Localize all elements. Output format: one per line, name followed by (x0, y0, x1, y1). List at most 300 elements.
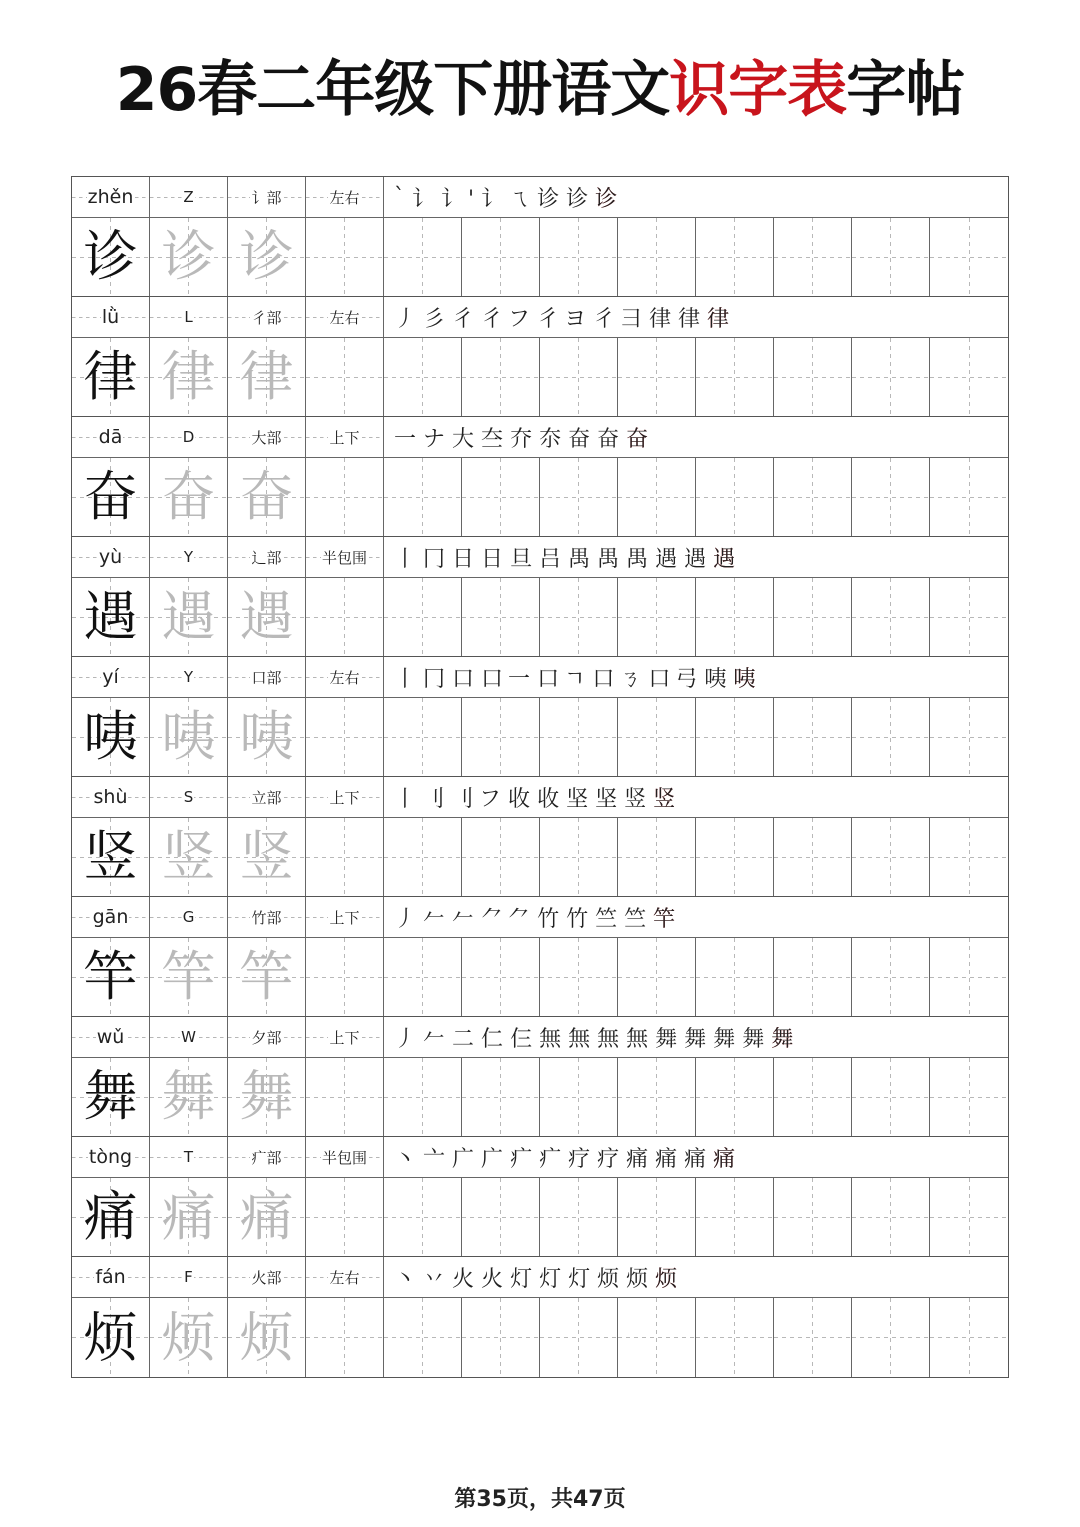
stroke-step: 丿 (394, 1026, 422, 1052)
practice-cell[interactable] (774, 698, 852, 776)
stroke-step: 丷 (423, 1266, 451, 1292)
model-char-cell (72, 1178, 150, 1256)
practice-cell[interactable] (618, 1178, 696, 1256)
stroke-step: 灯 (568, 1266, 596, 1292)
practice-cell[interactable] (384, 578, 462, 656)
stroke-step: 日 (481, 546, 509, 572)
stroke-step: 彳 (452, 306, 480, 332)
model-char-cell (150, 338, 228, 416)
stroke-step: 舞 (742, 1026, 770, 1052)
stroke-step: 收 (508, 786, 536, 812)
model-character: 奋 (83, 465, 138, 528)
practice-cell[interactable] (930, 578, 1008, 656)
stroke-step: 口一 (481, 666, 536, 692)
practice-cell[interactable] (618, 698, 696, 776)
pinyin-cell (72, 177, 150, 217)
stroke-step: 奋 (568, 426, 596, 452)
practice-cell[interactable] (696, 218, 774, 296)
practice-cell[interactable] (852, 458, 930, 536)
practice-cell[interactable] (462, 1298, 540, 1377)
radical-cell (228, 537, 306, 577)
stroke-order (384, 297, 1008, 337)
initial-cell (150, 897, 228, 937)
writing-row (72, 458, 1008, 537)
practice-cell[interactable] (306, 818, 384, 896)
model-char-cell (72, 1298, 150, 1377)
title-part-3: 字帖 (846, 55, 965, 125)
stroke-step: 夵 (539, 426, 567, 452)
stroke-step: 舞 (713, 1026, 741, 1052)
pinyin-cell (72, 777, 150, 817)
info-row (72, 177, 1008, 218)
model-character: 诊 (83, 225, 138, 288)
model-char-cell (72, 938, 150, 1016)
title-highlight: 识字表 (669, 55, 847, 125)
practice-cell[interactable] (696, 1178, 774, 1256)
structure-cell (306, 1017, 384, 1057)
stroke-step: 𠂉 (423, 906, 451, 932)
trace-character: 遇 (161, 585, 216, 648)
pinyin-cell-text: zhěn (87, 186, 134, 208)
radical-cell-text: 辶部 (251, 548, 282, 567)
practice-cell[interactable] (306, 578, 384, 656)
model-char-cell (228, 578, 306, 656)
practice-cell[interactable] (462, 218, 540, 296)
stroke-step: ⺈⺈ (481, 906, 536, 932)
stroke-step: 冂 (423, 666, 451, 692)
stroke-step: 律 (649, 306, 677, 332)
writing-row (72, 818, 1008, 897)
radical-cell (228, 657, 306, 697)
character-entry (72, 777, 1008, 897)
practice-cell[interactable] (618, 578, 696, 656)
initial-cell-text: L (184, 308, 193, 326)
initial-cell-text: Y (183, 668, 194, 686)
practice-cell[interactable] (462, 698, 540, 776)
page-title (0, 48, 1080, 132)
practice-cell[interactable] (696, 818, 774, 896)
practice-cell[interactable] (540, 338, 618, 416)
stroke-step: 竺 (624, 906, 652, 932)
structure-cell (306, 297, 384, 337)
practice-cell[interactable] (930, 338, 1008, 416)
writing-row (72, 578, 1008, 657)
trace-character: 遇 (239, 585, 294, 648)
stroke-step: 竖 (653, 786, 681, 812)
practice-cell[interactable] (384, 698, 462, 776)
stroke-step: 灯 (510, 1266, 538, 1292)
practice-cell[interactable] (462, 458, 540, 536)
character-entry (72, 1137, 1008, 1257)
radical-cell-text: 讠部 (251, 188, 282, 207)
practice-cell[interactable] (774, 818, 852, 896)
practice-cell[interactable] (306, 938, 384, 1016)
practice-cell[interactable] (930, 698, 1008, 776)
pinyin-cell-text: tòng (88, 1146, 133, 1168)
practice-cell[interactable] (852, 1058, 930, 1136)
character-entry (72, 1257, 1008, 1377)
practice-cell[interactable] (696, 1298, 774, 1377)
practice-cell[interactable] (774, 218, 852, 296)
model-char-cell (150, 458, 228, 536)
initial-cell (150, 1257, 228, 1297)
stroke-step: 舞 (655, 1026, 683, 1052)
structure-cell-text: 上下 (329, 428, 360, 447)
structure-cell-text: 上下 (329, 788, 360, 807)
stroke-step: 夰 (510, 426, 538, 452)
practice-cell[interactable] (774, 458, 852, 536)
practice-cell[interactable] (384, 1178, 462, 1256)
trace-character: 痛 (239, 1185, 294, 1248)
practice-sheet (71, 176, 1009, 1378)
stroke-step: 竖 (624, 786, 652, 812)
trace-character: 奋 (239, 465, 294, 528)
initial-cell (150, 297, 228, 337)
model-char-cell (228, 338, 306, 416)
stroke-step: 火 (481, 1266, 509, 1292)
practice-cell[interactable] (852, 218, 930, 296)
model-character: 律 (83, 345, 138, 408)
stroke-step: 一 (394, 426, 422, 452)
practice-cell[interactable] (930, 1178, 1008, 1256)
radical-cell-text: 大部 (251, 428, 282, 447)
practice-cell[interactable] (462, 338, 540, 416)
radical-cell (228, 897, 306, 937)
pinyin-cell-text: fán (95, 1266, 126, 1288)
stroke-step: 疗 (597, 1146, 625, 1172)
stroke-step: 禺 (597, 546, 625, 572)
trace-character: 痛 (161, 1185, 216, 1248)
model-char-cell (72, 578, 150, 656)
initial-cell-text: S (183, 788, 194, 806)
info-row (72, 657, 1008, 698)
stroke-step: 诊 (537, 186, 565, 212)
stroke-step: 舞 (771, 1026, 799, 1052)
initial-cell (150, 1137, 228, 1177)
model-character: 烦 (83, 1305, 138, 1369)
model-character: 遇 (83, 585, 138, 648)
practice-cell[interactable] (540, 938, 618, 1016)
stroke-step: 禺 (568, 546, 596, 572)
stroke-step: 吕 (539, 546, 567, 572)
initial-cell-text: G (182, 908, 195, 926)
practice-cell[interactable] (540, 698, 618, 776)
info-row (72, 297, 1008, 338)
practice-cell[interactable] (306, 698, 384, 776)
initial-cell-text: D (182, 428, 195, 446)
practice-cell[interactable] (540, 1298, 618, 1377)
practice-cell[interactable] (618, 1058, 696, 1136)
structure-cell-text: 左右 (329, 668, 360, 687)
initial-cell (150, 537, 228, 577)
trace-character: 律 (161, 345, 216, 408)
stroke-step: 疒 (510, 1146, 538, 1172)
radical-cell-text: 夕部 (251, 1028, 282, 1047)
stroke-step: 𠂉 (423, 1026, 451, 1052)
practice-cell[interactable] (462, 578, 540, 656)
stroke-step: 坚 (595, 786, 623, 812)
stroke-step: 刂 (423, 786, 451, 812)
trace-character: 烦 (161, 1305, 216, 1369)
practice-cell[interactable] (852, 338, 930, 416)
practice-cell[interactable] (852, 1178, 930, 1256)
practice-cell[interactable] (462, 818, 540, 896)
pinyin-cell-text: yí (102, 666, 119, 688)
practice-cell[interactable] (540, 1058, 618, 1136)
practice-cell[interactable] (384, 818, 462, 896)
practice-cell[interactable] (540, 218, 618, 296)
practice-cell[interactable] (774, 1058, 852, 1136)
practice-cell[interactable] (618, 458, 696, 536)
character-entry (72, 537, 1008, 657)
radical-cell (228, 177, 306, 217)
pinyin-cell-text: gān (92, 906, 129, 928)
stroke-step: 奋 (626, 426, 654, 452)
initial-cell-text: Y (183, 548, 194, 566)
practice-cell[interactable] (930, 458, 1008, 536)
practice-cell[interactable] (930, 1298, 1008, 1377)
practice-cell[interactable] (696, 1058, 774, 1136)
practice-cell[interactable] (306, 218, 384, 296)
practice-cell[interactable] (930, 218, 1008, 296)
practice-cell[interactable] (696, 338, 774, 416)
stroke-step: 丶 (394, 1266, 422, 1292)
pinyin-cell (72, 897, 150, 937)
trace-character: 竖 (161, 825, 216, 888)
practice-cell[interactable] (774, 1298, 852, 1377)
writing-row (72, 218, 1008, 297)
stroke-step: ナ (423, 426, 451, 452)
practice-cell[interactable] (774, 338, 852, 416)
model-char-cell (150, 1058, 228, 1136)
practice-cell[interactable] (930, 938, 1008, 1016)
character-entry (72, 657, 1008, 777)
structure-cell-text: 左右 (329, 188, 360, 207)
trace-character: 舞 (239, 1065, 294, 1128)
practice-cell[interactable] (384, 1298, 462, 1377)
stroke-step: 痛 (684, 1146, 712, 1172)
practice-cell[interactable] (618, 938, 696, 1016)
pinyin-cell (72, 1257, 150, 1297)
practice-cell[interactable] (462, 1058, 540, 1136)
trace-character: 奋 (161, 465, 216, 528)
trace-character: 咦 (239, 705, 294, 768)
info-row (72, 897, 1008, 938)
trace-character: 舞 (161, 1065, 216, 1128)
writing-row (72, 338, 1008, 417)
practice-cell[interactable] (462, 938, 540, 1016)
model-char-cell (72, 338, 150, 416)
radical-cell (228, 1257, 306, 1297)
stroke-step: 坚 (566, 786, 594, 812)
practice-cell[interactable] (384, 218, 462, 296)
initial-cell (150, 657, 228, 697)
model-char-cell (150, 938, 228, 1016)
initial-cell-text: W (181, 1028, 196, 1046)
model-char-cell (72, 218, 150, 296)
pinyin-cell-text: shù (93, 786, 128, 808)
model-character: 咦 (83, 705, 138, 768)
model-char-cell (72, 1058, 150, 1136)
practice-cell[interactable] (774, 578, 852, 656)
stroke-step: 咦 (704, 666, 732, 692)
practice-cell[interactable] (306, 458, 384, 536)
stroke-step: 咦 (733, 666, 761, 692)
pinyin-cell (72, 657, 150, 697)
stroke-step: 收 (537, 786, 565, 812)
stroke-step: 竿 (653, 906, 681, 932)
stroke-step: 律 (707, 306, 735, 332)
radical-cell (228, 1017, 306, 1057)
practice-cell[interactable] (618, 338, 696, 416)
structure-cell (306, 897, 384, 937)
stroke-step: 丨 (394, 666, 422, 692)
stroke-step: 丶 (394, 1146, 422, 1172)
stroke-step: 仁 (481, 1026, 509, 1052)
stroke-step: 遇 (655, 546, 683, 572)
model-char-cell (228, 218, 306, 296)
practice-cell[interactable] (930, 1058, 1008, 1136)
stroke-step: 烦 (655, 1266, 683, 1292)
practice-cell[interactable] (540, 578, 618, 656)
stroke-step: 诊 (566, 186, 594, 212)
stroke-step: ` (394, 184, 410, 210)
structure-cell-text: 上下 (329, 908, 360, 927)
stroke-step: 竹 (537, 906, 565, 932)
practice-cell[interactable] (618, 1298, 696, 1377)
model-character: 舞 (83, 1065, 138, 1128)
trace-character: 竿 (239, 945, 294, 1008)
practice-cell[interactable] (540, 818, 618, 896)
practice-cell[interactable] (696, 458, 774, 536)
structure-cell (306, 537, 384, 577)
practice-cell[interactable] (696, 698, 774, 776)
stroke-step: 痛 (626, 1146, 654, 1172)
practice-cell[interactable] (384, 1058, 462, 1136)
structure-cell (306, 1137, 384, 1177)
stroke-step: 無 (626, 1026, 654, 1052)
stroke-step: 口ㄱ (537, 666, 591, 692)
info-row (72, 777, 1008, 818)
trace-character: 竿 (161, 945, 216, 1008)
stroke-step: 二 (452, 1026, 480, 1052)
stroke-step: 彡 (423, 306, 451, 332)
practice-cell[interactable] (774, 938, 852, 1016)
model-char-cell (150, 698, 228, 776)
radical-cell-text: 竹部 (251, 908, 282, 927)
stroke-step: 彳フ (481, 306, 536, 332)
stroke-step: 旦 (510, 546, 538, 572)
model-char-cell (150, 578, 228, 656)
practice-cell[interactable] (618, 818, 696, 896)
initial-cell (150, 777, 228, 817)
initial-cell-text: Z (183, 188, 194, 206)
practice-cell[interactable] (852, 818, 930, 896)
stroke-step: 丨 (394, 546, 422, 572)
practice-cell[interactable] (852, 938, 930, 1016)
stroke-step: 刂フ (452, 786, 507, 812)
structure-cell-text: 上下 (329, 1028, 360, 1047)
stroke-step: 灯 (539, 1266, 567, 1292)
stroke-step: 口 (452, 666, 480, 692)
pinyin-cell (72, 1017, 150, 1057)
practice-cell[interactable] (852, 698, 930, 776)
initial-cell-text: F (184, 1268, 193, 1286)
practice-cell[interactable] (306, 1298, 384, 1377)
stroke-step: 疗 (568, 1146, 596, 1172)
pinyin-cell (72, 417, 150, 457)
stroke-step: 讠' (441, 186, 480, 212)
stroke-step: 禺 (626, 546, 654, 572)
writing-row (72, 1058, 1008, 1137)
stroke-step: 竹 (566, 906, 594, 932)
stroke-step: 亠 (423, 1146, 451, 1172)
trace-character: 诊 (161, 225, 216, 288)
practice-cell[interactable] (696, 578, 774, 656)
stroke-step: 日 (452, 546, 480, 572)
structure-cell-text: 左右 (329, 308, 360, 327)
page-number: 第35页，共47页 (454, 1487, 626, 1512)
stroke-step: 讠ㄟ (481, 186, 536, 212)
practice-cell[interactable] (306, 1058, 384, 1136)
trace-character: 咦 (161, 705, 216, 768)
stroke-step: 诊 (595, 186, 623, 212)
stroke-step: 烦 (626, 1266, 654, 1292)
stroke-step: 丿 (394, 306, 422, 332)
practice-cell[interactable] (540, 458, 618, 536)
stroke-order (384, 1017, 1008, 1057)
stroke-step: 烦 (597, 1266, 625, 1292)
model-char-cell (228, 1058, 306, 1136)
structure-cell (306, 177, 384, 217)
practice-cell[interactable] (306, 1178, 384, 1256)
stroke-step: 竺 (595, 906, 623, 932)
character-entry (72, 177, 1008, 297)
practice-cell[interactable] (384, 338, 462, 416)
initial-cell (150, 1017, 228, 1057)
practice-cell[interactable] (696, 938, 774, 1016)
stroke-order (384, 417, 1008, 457)
writing-row (72, 938, 1008, 1017)
practice-cell[interactable] (462, 1178, 540, 1256)
info-row (72, 1017, 1008, 1058)
initial-cell (150, 177, 228, 217)
practice-cell[interactable] (930, 818, 1008, 896)
practice-cell[interactable] (852, 1298, 930, 1377)
model-char-cell (150, 1298, 228, 1377)
model-char-cell (72, 698, 150, 776)
practice-cell[interactable] (384, 938, 462, 1016)
trace-character: 烦 (239, 1305, 294, 1369)
stroke-order (384, 1137, 1008, 1177)
practice-cell[interactable] (384, 458, 462, 536)
practice-cell[interactable] (852, 578, 930, 656)
practice-cell[interactable] (540, 1178, 618, 1256)
practice-cell[interactable] (618, 218, 696, 296)
stroke-step: 仨 (510, 1026, 538, 1052)
model-character: 竿 (83, 945, 138, 1008)
structure-cell (306, 1257, 384, 1297)
initial-cell (150, 417, 228, 457)
radical-cell-text: 口部 (251, 668, 282, 687)
practice-cell[interactable] (774, 1178, 852, 1256)
info-row (72, 537, 1008, 578)
practice-cell[interactable] (306, 338, 384, 416)
stroke-step: 丨 (394, 786, 422, 812)
title-part-1: 26春二年级下册语文 (115, 55, 670, 125)
stroke-step: 無 (568, 1026, 596, 1052)
stroke-step: 口ㄋ (592, 666, 647, 692)
